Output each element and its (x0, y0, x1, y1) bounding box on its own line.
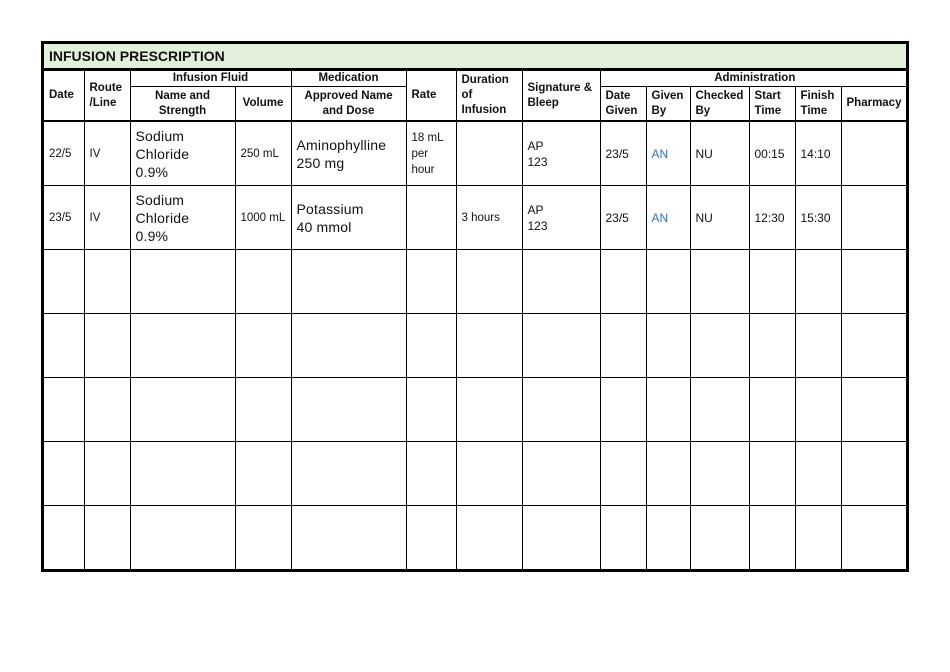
fluid-name-cell[interactable] (130, 121, 235, 186)
signature-cell-line: AP (527, 202, 544, 217)
duration-cell[interactable] (456, 506, 522, 570)
duration-cell[interactable] (456, 121, 522, 186)
header-volume: Volume (235, 87, 291, 122)
fluid-name-cell-line: Sodium (135, 127, 185, 144)
volume-cell[interactable] (235, 314, 291, 378)
fluid-name-cell[interactable] (130, 250, 235, 314)
route-cell[interactable]: IV (84, 121, 130, 186)
finish-time-cell[interactable] (795, 250, 841, 314)
table-row (44, 121, 909, 186)
table-row (44, 442, 909, 506)
route-cell[interactable]: IV (84, 186, 130, 250)
finish-time-cell[interactable] (795, 506, 841, 570)
header-date-given: Date Given (600, 87, 646, 122)
fluid-name-cell[interactable] (130, 442, 235, 506)
pharmacy-cell[interactable] (841, 442, 909, 506)
prescription-table (44, 71, 909, 569)
signature-cell-line: AP (527, 138, 544, 153)
volume-cell[interactable] (235, 442, 291, 506)
signature-cell[interactable] (522, 442, 600, 506)
finish-time-cell[interactable]: 15:30 (795, 186, 841, 250)
signature-cell[interactable] (522, 186, 600, 250)
date-given-cell[interactable] (600, 442, 646, 506)
finish-time-cell[interactable] (795, 314, 841, 378)
date-cell[interactable]: 23/5 (44, 186, 84, 250)
pharmacy-cell[interactable] (841, 186, 909, 250)
rate-cell-line: per (411, 147, 429, 160)
volume-cell[interactable] (235, 378, 291, 442)
date-cell[interactable] (44, 506, 84, 570)
header-pharmacy: Pharmacy (841, 87, 909, 122)
duration-cell[interactable]: 3 hours (456, 186, 522, 250)
rate-cell[interactable] (406, 121, 456, 186)
route-cell[interactable] (84, 378, 130, 442)
start-time-cell[interactable] (749, 506, 795, 570)
given-by-cell[interactable] (646, 378, 690, 442)
header-date: Date (44, 71, 84, 121)
finish-time-cell[interactable]: 14:10 (795, 121, 841, 186)
medication-cell[interactable] (291, 186, 406, 250)
checked-by-cell[interactable]: NU (690, 186, 749, 250)
volume-cell[interactable]: 250 mL (235, 121, 291, 186)
chart-title: INFUSION PRESCRIPTION (44, 44, 906, 71)
fluid-name-cell-line: 0.9% (135, 227, 169, 244)
date-given-cell[interactable] (600, 506, 646, 570)
given-by-cell[interactable] (646, 314, 690, 378)
pharmacy-cell[interactable] (841, 121, 909, 186)
duration-cell[interactable] (456, 378, 522, 442)
header-infusion-fluid: Infusion Fluid (130, 71, 291, 87)
given-by-cell[interactable]: AN (646, 121, 690, 186)
header-checked-by: Checked By (690, 87, 749, 122)
given-by-cell[interactable] (646, 506, 690, 570)
rate-cell-line: 18 mL (411, 131, 444, 144)
rate-cell[interactable] (406, 442, 456, 506)
header-signature: Signature & Bleep (522, 71, 600, 121)
checked-by-cell[interactable] (690, 250, 749, 314)
rate-cell[interactable] (406, 506, 456, 570)
volume-cell[interactable] (235, 506, 291, 570)
given-by-cell[interactable] (646, 442, 690, 506)
pharmacy-cell[interactable] (841, 506, 909, 570)
date-given-cell[interactable] (600, 314, 646, 378)
signature-cell[interactable] (522, 314, 600, 378)
signature-cell[interactable] (522, 506, 600, 570)
fluid-name-cell[interactable] (130, 314, 235, 378)
medication-cell[interactable] (291, 314, 406, 378)
medication-cell[interactable] (291, 378, 406, 442)
pharmacy-cell[interactable] (841, 250, 909, 314)
signature-cell-line: 123 (527, 154, 548, 169)
pharmacy-cell[interactable] (841, 314, 909, 378)
signature-cell[interactable] (522, 121, 600, 186)
medication-cell[interactable] (291, 506, 406, 570)
start-time-cell[interactable] (749, 314, 795, 378)
checked-by-cell[interactable] (690, 506, 749, 570)
volume-cell[interactable]: 1000 mL (235, 186, 291, 250)
start-time-cell[interactable]: 00:15 (749, 121, 795, 186)
date-cell[interactable] (44, 442, 84, 506)
date-given-cell[interactable] (600, 250, 646, 314)
prescription-rows (44, 121, 909, 569)
date-given-cell[interactable] (600, 378, 646, 442)
date-cell[interactable]: 22/5 (44, 121, 84, 186)
duration-cell[interactable] (456, 314, 522, 378)
header-administration: Administration (600, 71, 909, 87)
signature-cell[interactable] (522, 378, 600, 442)
medication-cell-line: Potassium (296, 200, 364, 217)
date-cell[interactable] (44, 378, 84, 442)
medication-cell-line: Aminophylline (296, 136, 387, 153)
checked-by-cell[interactable]: NU (690, 121, 749, 186)
start-time-cell[interactable] (749, 442, 795, 506)
medication-cell-line: 250 mg (296, 154, 345, 171)
date-given-cell[interactable]: 23/5 (600, 186, 646, 250)
rate-cell[interactable] (406, 250, 456, 314)
finish-time-cell[interactable] (795, 378, 841, 442)
medication-cell[interactable] (291, 121, 406, 186)
volume-cell[interactable] (235, 250, 291, 314)
medication-cell[interactable] (291, 250, 406, 314)
table-row (44, 186, 909, 250)
checked-by-cell[interactable] (690, 378, 749, 442)
rate-cell[interactable] (406, 314, 456, 378)
rate-cell[interactable] (406, 186, 456, 250)
header-route: Route /Line (84, 71, 130, 121)
medication-cell-line: 40 mmol (296, 218, 352, 235)
header-rate: Rate (406, 71, 456, 121)
date-cell[interactable] (44, 250, 84, 314)
checked-by-cell[interactable] (690, 442, 749, 506)
finish-time-cell[interactable] (795, 442, 841, 506)
infusion-prescription-chart (41, 41, 909, 572)
header-start-time: Start Time (749, 87, 795, 122)
fluid-name-cell-line: Chloride (135, 209, 190, 226)
route-cell[interactable] (84, 314, 130, 378)
fluid-name-cell-line: Chloride (135, 145, 190, 162)
pharmacy-cell[interactable] (841, 378, 909, 442)
table-row (44, 506, 909, 570)
signature-cell-line: 123 (527, 218, 548, 233)
header-duration: Duration of Infusion (456, 71, 522, 121)
table-row (44, 250, 909, 314)
given-by-cell[interactable]: AN (646, 186, 690, 250)
table-row (44, 378, 909, 442)
date-given-cell[interactable]: 23/5 (600, 121, 646, 186)
route-cell[interactable] (84, 506, 130, 570)
duration-cell[interactable] (456, 250, 522, 314)
route-cell[interactable] (84, 250, 130, 314)
start-time-cell[interactable] (749, 378, 795, 442)
fluid-name-cell-line: Sodium (135, 191, 185, 208)
route-cell[interactable] (84, 442, 130, 506)
rate-cell-line: hour (411, 163, 435, 176)
header-finish-time: Finish Time (795, 87, 841, 122)
date-cell[interactable] (44, 314, 84, 378)
fluid-name-cell-line: 0.9% (135, 163, 169, 180)
fluid-name-cell[interactable] (130, 506, 235, 570)
signature-cell[interactable] (522, 250, 600, 314)
medication-cell[interactable] (291, 442, 406, 506)
header-given-by: Given By (646, 87, 690, 122)
header-medication: Medication (291, 71, 406, 87)
checked-by-cell[interactable] (690, 314, 749, 378)
fluid-name-cell[interactable] (130, 378, 235, 442)
header-approved-name-dose: Approved Name and Dose (291, 87, 406, 122)
rate-cell[interactable] (406, 378, 456, 442)
table-row (44, 314, 909, 378)
start-time-cell[interactable]: 12:30 (749, 186, 795, 250)
fluid-name-cell[interactable] (130, 186, 235, 250)
start-time-cell[interactable] (749, 250, 795, 314)
header-name-strength: Name and Strength (130, 87, 235, 122)
duration-cell[interactable] (456, 442, 522, 506)
given-by-cell[interactable] (646, 250, 690, 314)
